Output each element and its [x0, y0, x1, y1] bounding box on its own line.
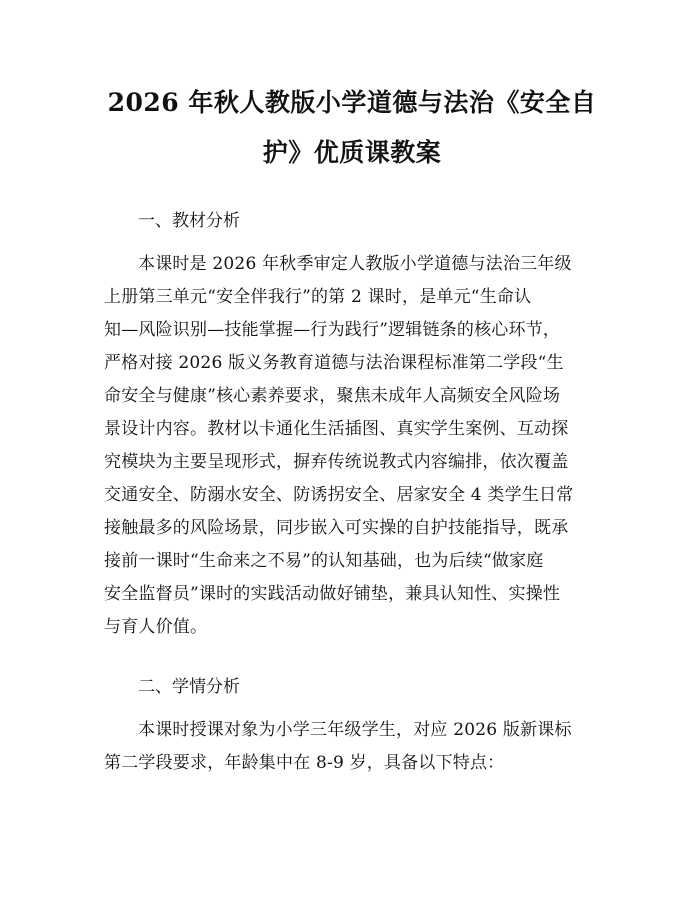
section-paragraph-textbook-analysis	[104, 248, 600, 644]
title-line-1: 2026 年秋人教版小学道德与法治《安全自	[107, 88, 597, 117]
paragraph-line: 本课时授课对象为小学三年级学生，对应 2026 版新课标	[138, 720, 572, 740]
title-line-2: 护》优质课教案	[262, 138, 442, 167]
paragraph-line: 第二学段要求，年龄集中在 8-9 岁，具备以下特点：	[104, 753, 505, 773]
paragraph-line: 接触最多的风险场景，同步嵌入可实操的自护技能指导，既承	[104, 518, 569, 538]
section-heading-textbook-analysis: 一、教材分析	[138, 211, 240, 231]
paragraph-line: 究模块为主要呈现形式，摒弃传统说教式内容编排，依次覆盖	[104, 452, 569, 472]
document-title	[104, 78, 600, 178]
section-heading-student-analysis: 二、学情分析	[138, 677, 240, 697]
section-paragraph-student-analysis	[104, 714, 600, 780]
paragraph-line: 接前一课时“生命来之不易”的认知基础，也为后续“做家庭	[104, 551, 544, 571]
paragraph-line: 安全监督员”课时的实践活动做好铺垫，兼具认知性、实操性	[104, 584, 561, 604]
paragraph-line: 知—风险识别—技能掌握—行为践行”逻辑链条的核心环节，	[104, 320, 561, 340]
paragraph-line: 严格对接 2026 版义务教育道德与法治课程标准第二学段“生	[104, 353, 564, 373]
paragraph-line: 命安全与健康”核心素养要求，聚焦未成年人高频安全风险场	[104, 386, 561, 406]
paragraph-line: 上册第三单元“安全伴我行”的第 2 课时，是单元“生命认	[104, 287, 532, 307]
paragraph-line: 景设计内容。教材以卡通化生活插图、真实学生案例、互动探	[104, 419, 569, 439]
paragraph-line: 与育人价值。	[104, 617, 208, 637]
paragraph-line: 本课时是 2026 年秋季审定人教版小学道德与法治三年级	[138, 254, 572, 274]
paragraph-line: 交通安全、防溺水安全、防诱拐安全、居家安全 4 类学生日常	[104, 485, 574, 505]
